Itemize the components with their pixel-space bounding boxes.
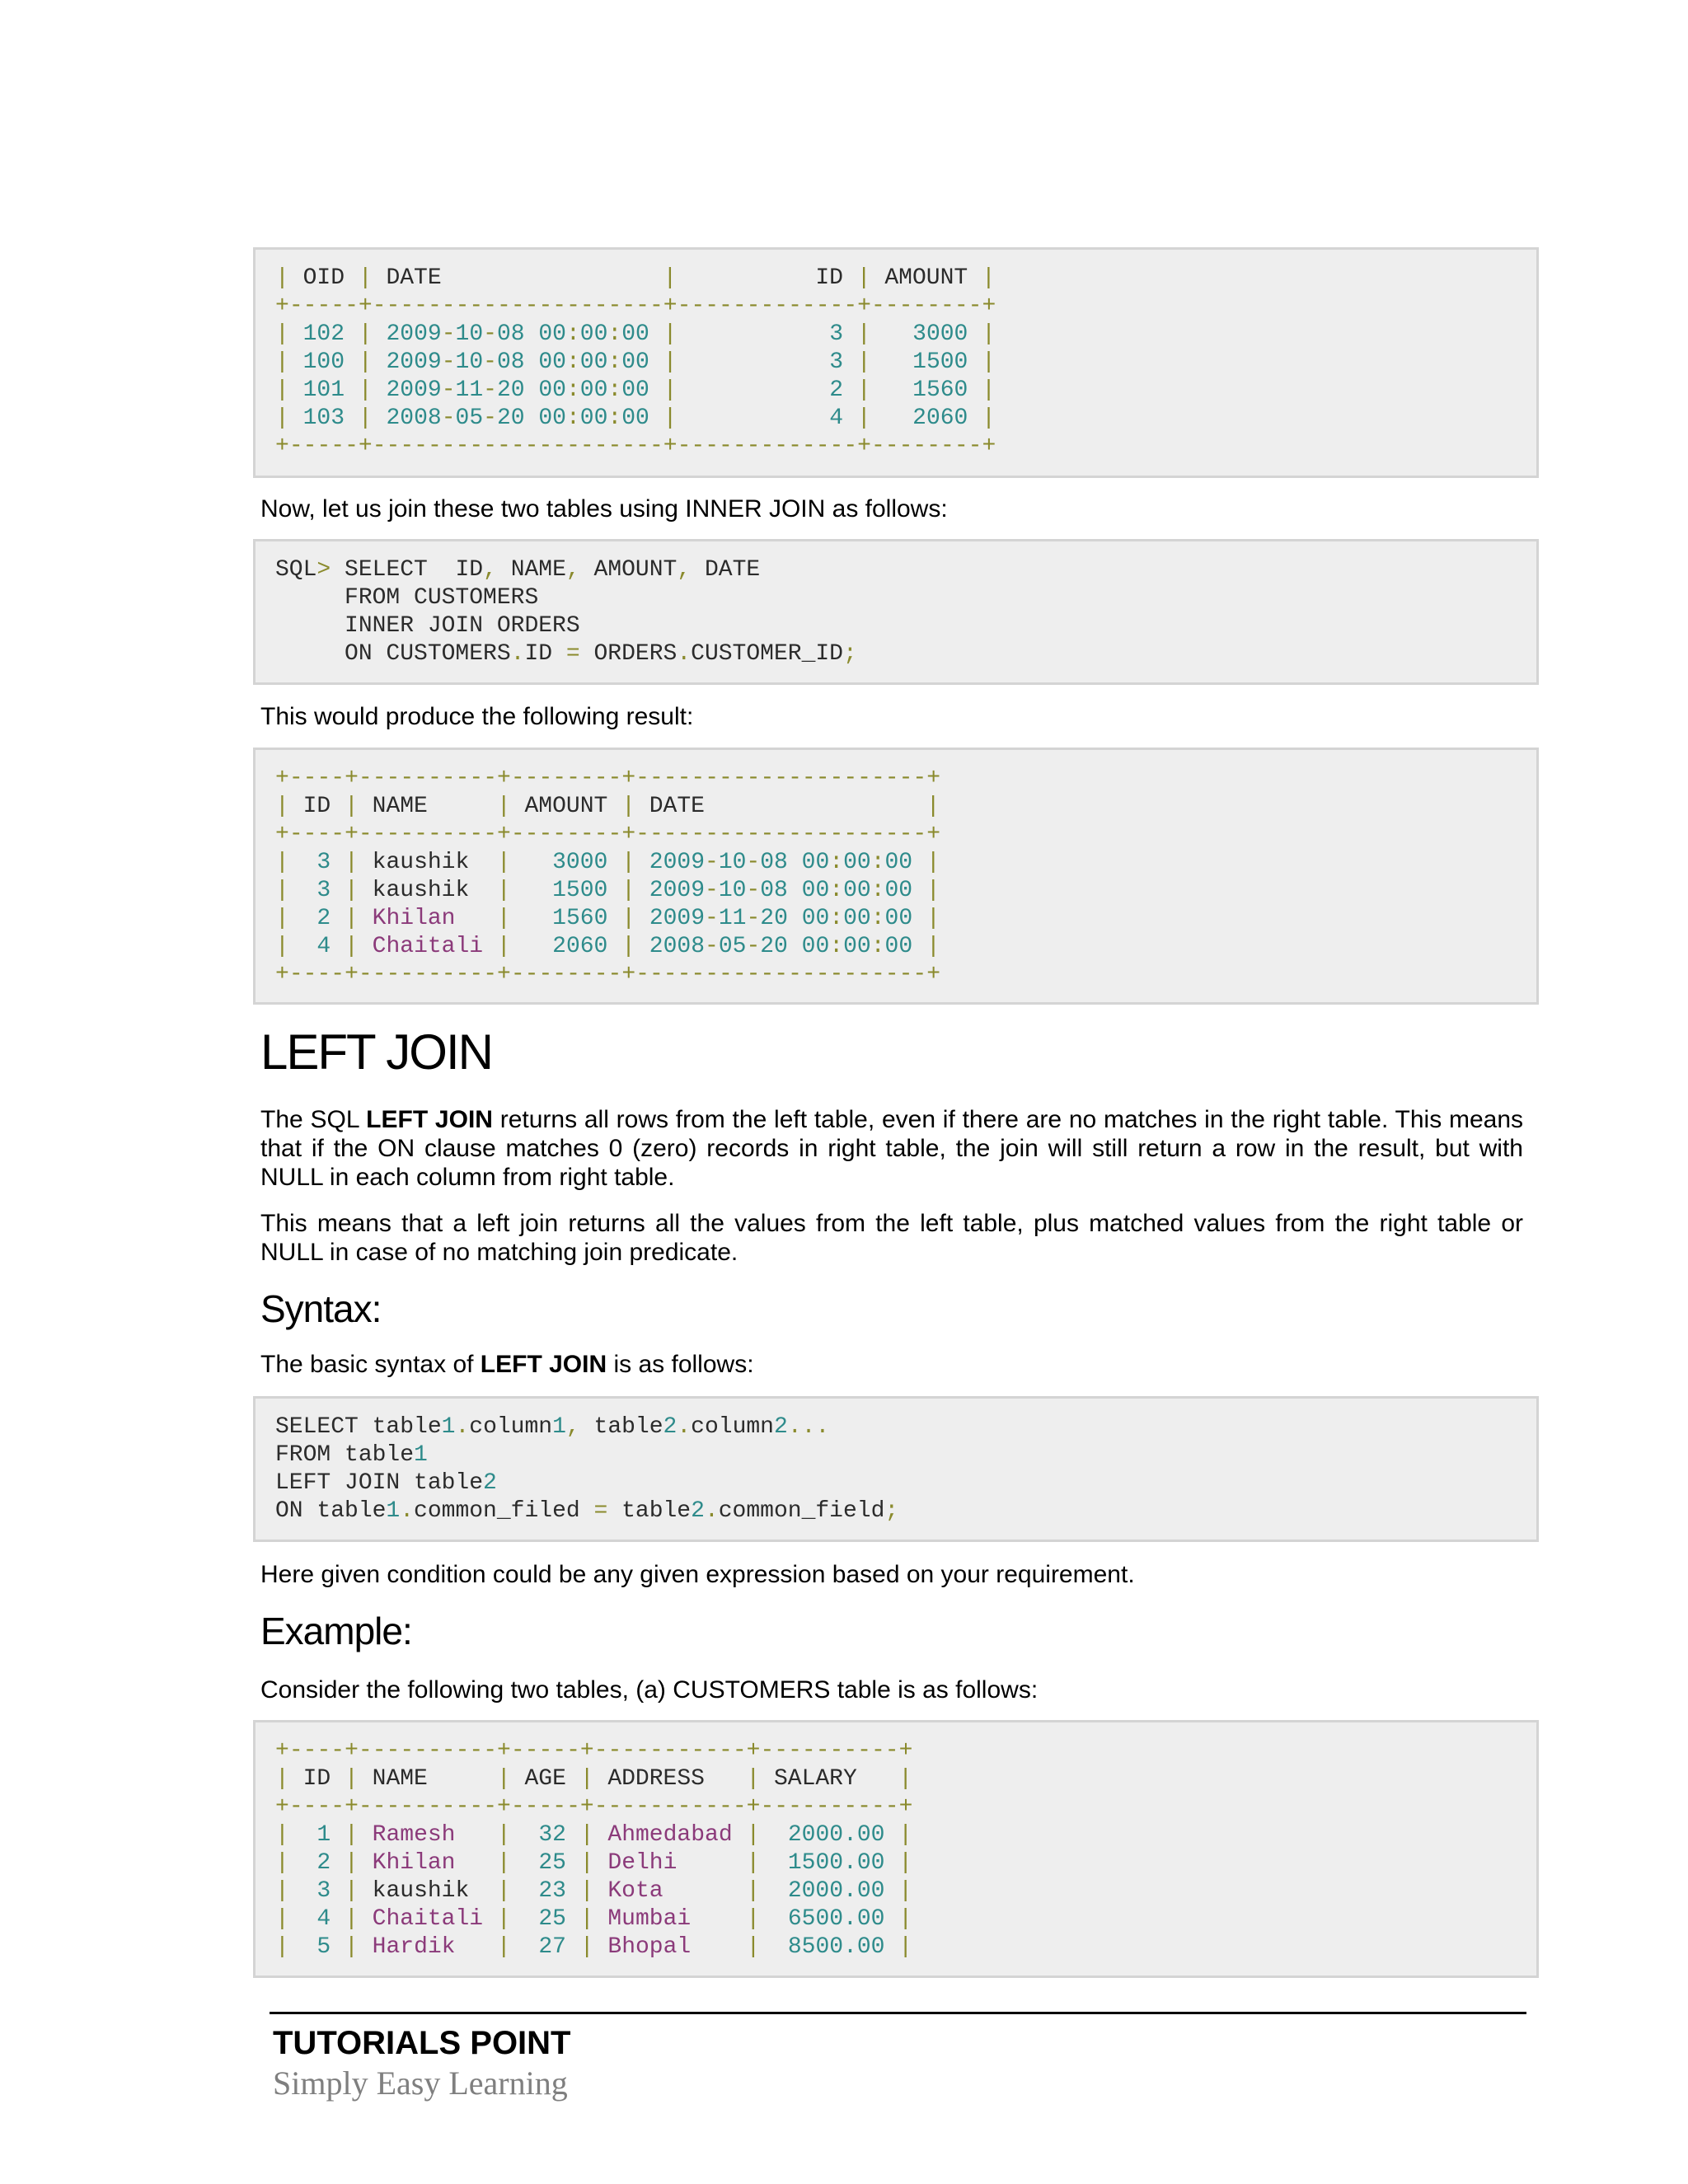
inner-join-query-block: [253, 539, 1539, 685]
example-intro: Consider the following two tables, (a) CUSTOMERS table is as follows:: [260, 1676, 1039, 1704]
condition-note: Here given condition could be any given expression based on your requirement.: [260, 1561, 1135, 1588]
intro-inner-join: Now, let us join these two tables using INNER JOIN as follows:: [260, 495, 948, 523]
code-text: SELECT table1.column1, table2.column2... FROM table1 LEFT JOIN table2 ON table1.common_filed = table2.common_field;: [275, 1414, 899, 1524]
code-text: +----+----------+--------+---------------------+ | ID | NAME | AMOUNT | DATE | +----+----------+--------+---------------------+ | 3 | kaushik | 3000 | 2009-10-08 00:00:00 | | 3 | kaushik | 1500 | 2009-10-08 00:00:00 | | 2 | Khilan | 1560 | 2009-11-20 00:00:00 | | 4 | Chaitali | 2060 | 2008-05-20 00:00:00 | +----+----------+--------+---------------------+: [275, 766, 940, 987]
result-intro: This would produce the following result:: [260, 703, 694, 730]
syntax-heading: Syntax:: [260, 1287, 382, 1330]
syntax-code-block: [253, 1396, 1539, 1542]
example-heading: Example:: [260, 1610, 412, 1652]
left-join-heading: LEFT JOIN: [260, 1024, 492, 1080]
code-text: +----+----------+-----+-----------+----------+ | ID | NAME | AGE | ADDRESS | SALARY | +----+----------+-----+-----------+----------+ | 1 | Ramesh | 32 | Ahmedabad | 2000.00 | | 2 | Khilan | 25 | Delhi | 1500.00 | | 3 | kaushik | 23 | Kota | 2000.00 | | 4 | Chaitali | 25 | Mumbai | 6500.00 | | 5 | Hardik | 27 | Bhopal | 8500.00 |: [275, 1738, 913, 1960]
footer-brand: TUTORIALS POINT: [273, 2025, 571, 2061]
orders-result-block: [253, 247, 1539, 478]
footer-rule: [270, 2012, 1526, 2014]
footer-tagline: Simply Easy Learning: [273, 2064, 568, 2102]
code-text: | OID | DATE | ID | AMOUNT | +-----+---------------------+-------------+--------+ | 102 | 2009-10-08 00:00:00 | 3 | 3000 | | 100 | 2009-10-08 00:00:00 | 3 | 1500 | | 101 | 2009-11-20 00:00:00 | 2 | 1560 | | 103 | 2008-05-20 00:00:00 | 4 | 2060 | +-----+---------------------+-------------+--------+: [275, 265, 996, 459]
left-join-description: The SQL LEFT JOIN returns all rows from the left table, even if there are no matches in the right table. This means that if the ON clause matches 0 (zero) records in right table, the join will still return a row in the result, but with NULL in each column from right table.: [260, 1106, 1524, 1191]
customers-table-block: [253, 1720, 1539, 1978]
inner-join-result-block: [253, 748, 1539, 1005]
syntax-intro: The basic syntax of LEFT JOIN is as follows:: [260, 1351, 754, 1378]
left-join-description-2: This means that a left join returns all the values from the left table, plus matched values from the right table or NULL in case of no matching join predicate.: [260, 1210, 1523, 1266]
code-text: SQL> SELECT ID, NAME, AMOUNT, DATE FROM CUSTOMERS INNER JOIN ORDERS ON CUSTOMERS.ID = ORDERS.CUSTOMER_ID;: [275, 557, 857, 667]
